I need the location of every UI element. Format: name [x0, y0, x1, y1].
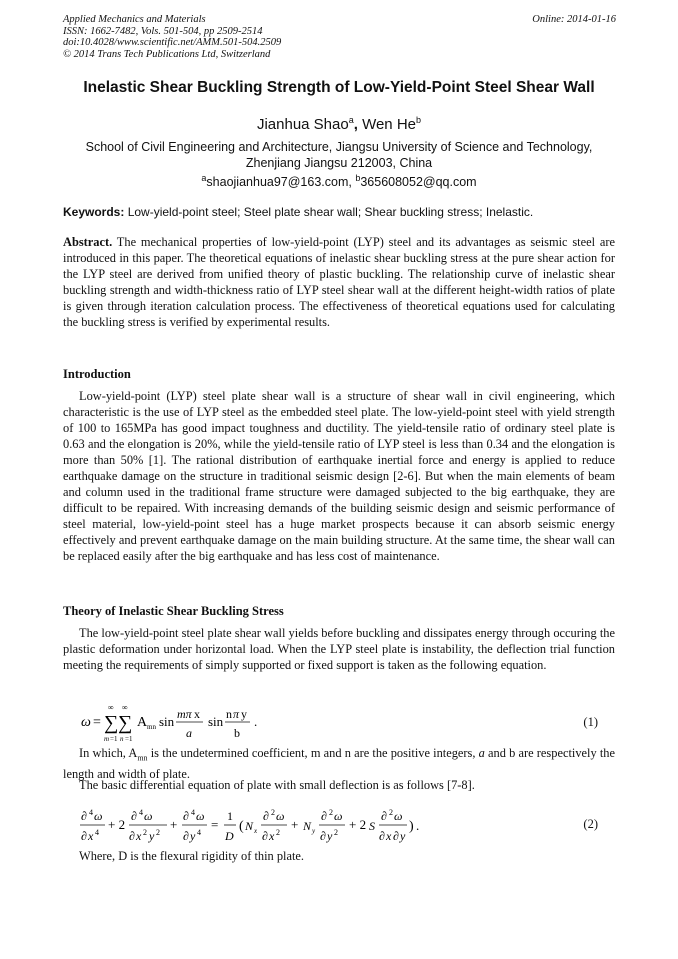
email-line	[40, 173, 638, 189]
svg-text:∂: ∂	[320, 829, 326, 843]
theory-paragraph: The basic differential equation of plate with small deflection is as follows [7-8].	[79, 778, 475, 792]
svg-text:ω: ω	[94, 809, 103, 823]
email-mark: a	[201, 173, 207, 183]
svg-text:2: 2	[276, 828, 280, 837]
author-name: Wen He	[362, 116, 416, 133]
svg-text:2: 2	[329, 808, 333, 817]
svg-text:ω: ω	[196, 809, 205, 823]
svg-text:∂: ∂	[81, 829, 87, 843]
keywords-label: Keywords:	[63, 205, 125, 219]
issn-line: ISSN: 1662-7482, Vols. 501-504, pp 2509-2514	[63, 25, 263, 37]
svg-text:ω: ω	[276, 809, 285, 823]
journal-name: Applied Mechanics and Materials	[63, 14, 206, 25]
svg-text:π: π	[233, 707, 240, 721]
text-run: is the undetermined coefficient, m and n are the positive integers,	[147, 746, 479, 760]
svg-text:b: b	[234, 726, 240, 740]
introduction-paragraph: Low-yield-point (LYP) steel plate shear wall is a structure of shear wall in civil engineering, which characteristic is the use of LYP steel as the embedded steel plate. The low-yield-point steel with yield strength of 100 to 165MPa has good impact toughness and ductility. The yield-tensile ratio of ordinary steel plate is 0.63 and the elongation is 20%, while the yield-tensile ratio of LYP steel is less than 0.34 and the elongation is more than 50% [1]. The rational distribution of earthquake inertial force and energy is applied to reduce earthquake damage on the structure in traditional seismic design [2-6]. But when the main elements of beam and column used in the traditional frame structure were damaged subjected to the big earthquake, they are difficult to be repaired. With increasing demands of the building seismic design and seismic performance of steel material, low-yield-point steel has a huge market prospects because it can absorb seismic energy effectively and prevent earthquake damage on the main building structure. At the same time, the shear wall can be replaced easily after the big earthquake and has less cost of maintenance.	[63, 389, 615, 563]
svg-text:2: 2	[271, 808, 275, 817]
svg-text:2: 2	[156, 828, 160, 837]
online-date: Online: 2014-01-16	[532, 14, 616, 25]
subscript: mn	[137, 753, 148, 763]
svg-text:N: N	[245, 819, 254, 833]
svg-text:A: A	[137, 715, 148, 730]
svg-text:1: 1	[227, 809, 233, 823]
doi-line: doi:10.4028/www.scientific.net/AMM.501-504.2509	[63, 37, 282, 48]
svg-text:∂: ∂	[381, 809, 387, 823]
svg-text:.: .	[254, 714, 258, 729]
svg-text:x: x	[136, 829, 142, 843]
svg-text:y: y	[312, 827, 316, 835]
svg-text:4: 4	[191, 808, 195, 817]
svg-text:x: x	[386, 829, 392, 843]
svg-text:ω: ω	[394, 809, 403, 823]
svg-text:sin: sin	[159, 714, 175, 729]
copyright-line: © 2014 Trans Tech Publications Ltd, Switzerland	[63, 48, 271, 60]
equation-1-number: (1)	[583, 715, 598, 729]
svg-text:+: +	[291, 817, 299, 832]
svg-text:x: x	[269, 829, 275, 843]
author-line	[40, 115, 638, 133]
svg-text:2: 2	[389, 808, 393, 817]
svg-text:mn: mn	[147, 723, 156, 731]
svg-text:2: 2	[334, 828, 338, 837]
svg-text:∂: ∂	[129, 829, 135, 843]
svg-text:∂: ∂	[263, 809, 269, 823]
svg-text:4: 4	[197, 828, 201, 837]
svg-text:=1: =1	[110, 735, 118, 743]
svg-text:sin: sin	[208, 714, 224, 729]
svg-text:∞: ∞	[108, 703, 114, 712]
svg-text:∂: ∂	[183, 809, 189, 823]
svg-text:+ 2: + 2	[108, 817, 126, 832]
affiliation-line: Zhenjiang Jiangsu 212003, China	[245, 156, 433, 170]
svg-text:2: 2	[143, 828, 147, 837]
email-link[interactable]: shaojianhua97@163.com,	[206, 175, 356, 190]
equation-2	[63, 803, 615, 847]
svg-text:x: x	[194, 707, 200, 721]
abstract	[63, 234, 615, 330]
svg-text:N: N	[303, 819, 312, 833]
svg-text:): )	[409, 819, 414, 834]
author-affil-mark: a	[348, 115, 354, 125]
equation-2-formula	[63, 803, 483, 849]
paper-title: Inelastic Shear Buckling Strength of Low-Yield-Point Steel Shear Wall	[83, 79, 595, 96]
svg-text:=1: =1	[125, 735, 133, 743]
section-heading: Introduction	[63, 367, 131, 381]
svg-text:y: y	[241, 707, 247, 721]
text-run: and b are respectively the length and width of plate.	[63, 746, 615, 782]
affiliation	[60, 139, 618, 171]
svg-text:m: m	[104, 735, 110, 743]
svg-text:∂: ∂	[131, 809, 137, 823]
svg-text:4: 4	[89, 808, 93, 817]
svg-text:x: x	[88, 829, 94, 843]
svg-text:mπ: mπ	[177, 707, 192, 721]
svg-text:n: n	[226, 707, 232, 721]
svg-text:4: 4	[95, 828, 99, 837]
svg-text:∂: ∂	[393, 829, 399, 843]
theory-paragraph: Where, D is the flexural rigidity of thin plate.	[79, 849, 305, 863]
abstract-label: Abstract.	[63, 235, 113, 249]
keywords	[63, 205, 615, 219]
equation-2-number: (2)	[583, 817, 598, 831]
svg-text:∂: ∂	[321, 809, 327, 823]
author-affil-mark: b	[416, 115, 422, 125]
svg-text:.: .	[416, 818, 420, 833]
svg-text:∞: ∞	[122, 703, 128, 712]
equation-1	[63, 699, 615, 743]
svg-text:ω: ω	[334, 809, 343, 823]
svg-text:∂: ∂	[262, 829, 268, 843]
svg-text:y: y	[190, 829, 196, 843]
svg-text:a: a	[186, 726, 192, 740]
affiliation-line: School of Civil Engineering and Architecture, Jiangsu University of Science and Technology,	[85, 140, 593, 154]
svg-text:x: x	[254, 827, 258, 835]
svg-text:=: =	[93, 715, 101, 730]
svg-text:+: +	[170, 817, 178, 832]
svg-text:∑: ∑	[118, 712, 133, 734]
svg-text:∂: ∂	[183, 829, 189, 843]
svg-text:+ 2: + 2	[349, 817, 367, 832]
svg-text:∂: ∂	[81, 809, 87, 823]
author-name: Jianhua Shao	[256, 116, 349, 133]
svg-text:=: =	[211, 817, 219, 832]
keywords-text: Low-yield-point steel; Steel plate shear wall; Shear buckling stress; Inelastic.	[124, 205, 534, 219]
equation-1-formula	[63, 699, 483, 745]
text-run: In which, A	[79, 746, 138, 760]
italic-var: a	[478, 746, 485, 760]
svg-text:ω: ω	[144, 809, 153, 823]
author-separator: ,	[353, 116, 363, 133]
abstract-text: The mechanical properties of low-yield-point (LYP) steel and its advantages as seismic steel are introduced in this paper. The theoretical equations of inelastic shear buckling stress at the pure shear action for the LYP steel are derived from unified theory of plastic buckling. The relationship curve of inelastic shear buckling strength and width-thickness ratio of LYP steel shear wall at the different height-width ratios of plate is given through iteration calculation process. The effectiveness of theoretical equations used for calculating the buckling stress is verified by experimental results.	[63, 235, 615, 329]
svg-text:y: y	[400, 829, 406, 843]
section-heading: Theory of Inelastic Shear Buckling Stress	[63, 604, 284, 618]
journal-header	[63, 14, 281, 60]
svg-text:4: 4	[139, 808, 143, 817]
svg-text:∑: ∑	[104, 712, 119, 734]
svg-text:S: S	[369, 819, 375, 833]
svg-text:(: (	[239, 819, 244, 834]
email-link[interactable]: 365608052@qq.com	[360, 175, 477, 190]
svg-text:y: y	[327, 829, 333, 843]
svg-text:n: n	[120, 735, 124, 743]
theory-paragraph: The low-yield-point steel plate shear wall yields before buckling and dissipates energy through occuring the plastic deformation under horizontal load. When the LYP steel plate is instability, the deflection trial function meeting the requirements of simply supported or fixed support is taken as the following equation.	[63, 626, 615, 672]
svg-text:D: D	[225, 829, 234, 843]
email-mark: b	[355, 173, 361, 183]
svg-text:y: y	[149, 829, 155, 843]
svg-text:ω: ω	[81, 715, 91, 730]
svg-text:∂: ∂	[379, 829, 385, 843]
